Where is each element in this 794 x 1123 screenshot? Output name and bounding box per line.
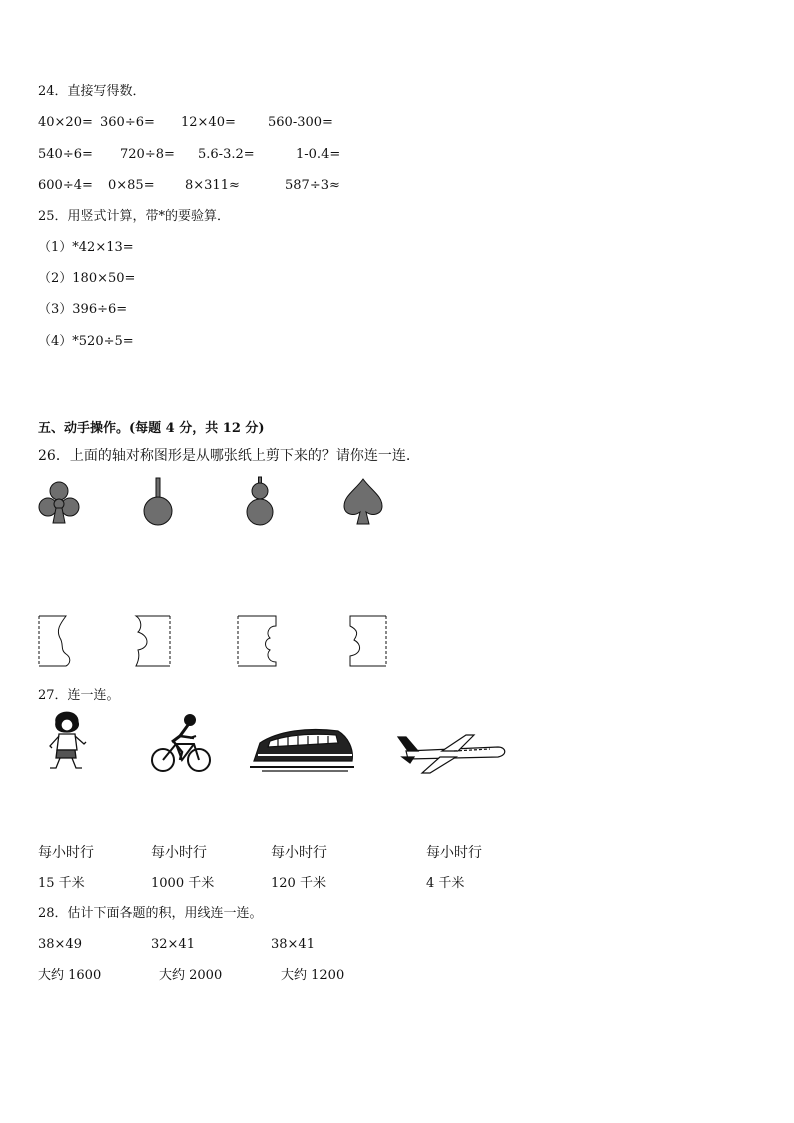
q28-estimate: 大约 2000 <box>159 968 223 983</box>
q24-expr: 5.6-3.2= <box>198 147 255 162</box>
q28-estimate: 大约 1600 <box>38 968 102 983</box>
q28-title: 28．估计下面各题的积，用线连一连。 <box>38 906 263 921</box>
train-icon <box>248 725 358 773</box>
q24-expr: 560-300= <box>268 115 333 130</box>
section5-title: 五、动手操作。(每题 4 分，共 12 分) <box>38 421 265 436</box>
spade-icon <box>340 476 386 528</box>
q28-expr: 32×41 <box>151 937 195 952</box>
q28-expr: 38×41 <box>271 937 315 952</box>
q24-expr: 8×311≈ <box>185 178 240 193</box>
cyclist-icon <box>150 712 212 774</box>
speed-label: 每小时行 <box>151 845 207 861</box>
paper-cut-2 <box>130 612 174 670</box>
speed-value: 120 千米 <box>271 876 326 891</box>
airplane-icon <box>394 733 510 775</box>
q25-item: （1）*42×13= <box>38 240 134 255</box>
q25-title: 25．用竖式计算，带*的要验算． <box>38 209 231 224</box>
q24-expr: 40×20= <box>38 115 93 130</box>
q24-expr: 540÷6= <box>38 147 93 162</box>
speed-value: 4 千米 <box>426 876 465 891</box>
q24-expr: 12×40= <box>181 115 236 130</box>
q26-title: 26．上面的轴对称图形是从哪张纸上剪下来的？请你连一连. <box>38 448 411 464</box>
q24-expr: 360÷6= <box>100 115 155 130</box>
club-icon <box>34 478 84 528</box>
q27-title: 27．连一连。 <box>38 688 120 703</box>
q25-item: （4）*520÷5= <box>38 334 134 349</box>
pan-icon <box>140 476 176 528</box>
q25-item: （2）180×50= <box>38 271 136 286</box>
q24-expr: 587÷3≈ <box>285 178 340 193</box>
q24-expr: 600÷4= <box>38 178 93 193</box>
speed-label: 每小时行 <box>426 845 482 861</box>
speed-label: 每小时行 <box>271 845 327 861</box>
speed-value: 15 千米 <box>38 876 85 891</box>
speed-value: 1000 千米 <box>151 876 215 891</box>
paper-cut-1 <box>36 612 76 670</box>
q28-estimate: 大约 1200 <box>281 968 345 983</box>
girl-walking-icon <box>44 708 90 772</box>
q28-expr: 38×49 <box>38 937 82 952</box>
paper-cut-3 <box>234 612 280 670</box>
q24-title: 24．直接写得数． <box>38 84 146 99</box>
q24-expr: 1-0.4= <box>296 147 341 162</box>
q24-expr: 720÷8= <box>120 147 175 162</box>
gourd-icon <box>244 476 276 528</box>
paper-cut-4 <box>344 612 390 670</box>
speed-label: 每小时行 <box>38 845 94 861</box>
q25-item: （3）396÷6= <box>38 302 128 317</box>
q24-expr: 0×85= <box>108 178 155 193</box>
